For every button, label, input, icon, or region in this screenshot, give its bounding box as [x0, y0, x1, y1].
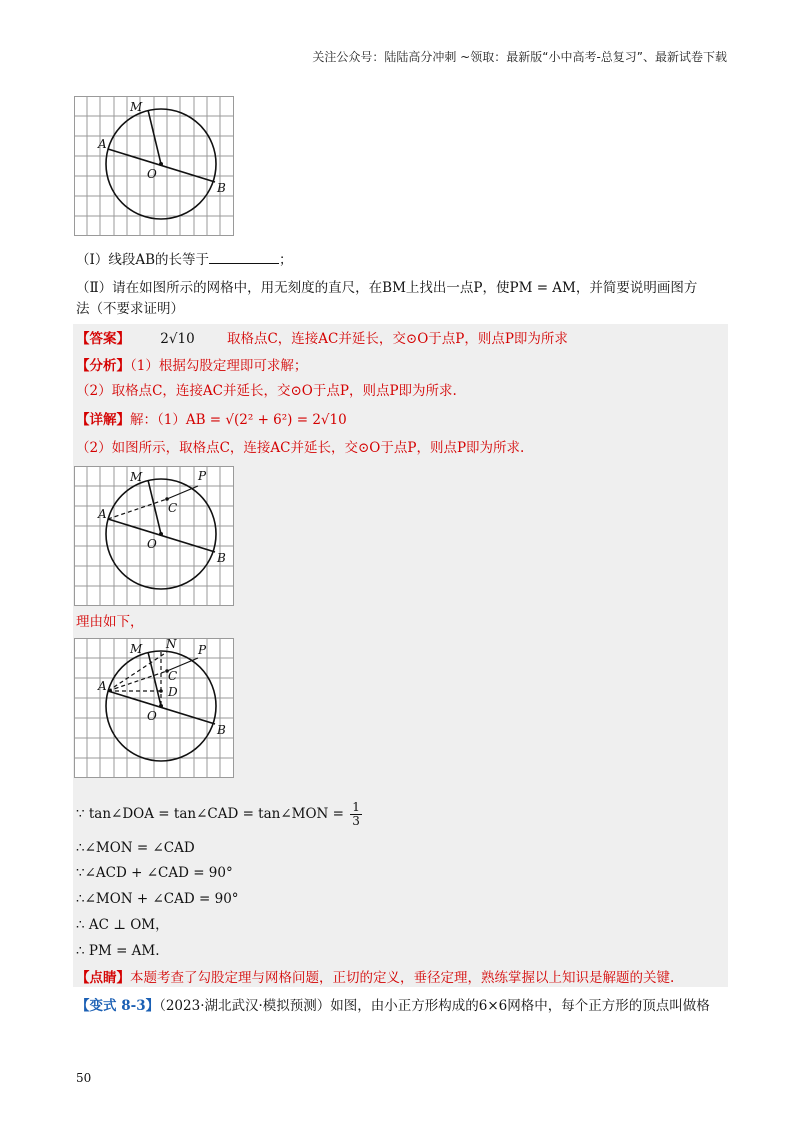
detail-line-1: 【详解】解：（1）AB = √(2² + 6²) = 2√10	[76, 412, 347, 428]
figure-3-grid-circle	[74, 638, 234, 778]
question-2-line-1: （Ⅱ）请在如图所示的网格中，用无刻度的直尺，在BM上找出一点P，使PM = AM，并简要说明画图方	[76, 280, 698, 296]
label-M: M	[130, 100, 143, 114]
question-1: （Ⅰ）线段AB的长等于 ；	[76, 252, 293, 268]
label-O: O	[147, 709, 157, 723]
detail-line-2: （2）如图所示，取格点C，连接AC并延长，交⊙O于点P，则点P即为所求.	[76, 440, 525, 456]
proof-line-4: ∴∠MON + ∠CAD = 90°	[76, 891, 239, 907]
label-A: A	[98, 507, 107, 521]
proof-line-6: ∴ PM = AM.	[76, 943, 160, 959]
label-A: A	[98, 679, 107, 693]
label-M: M	[130, 470, 143, 484]
answer-line: 【答案】 2√10 取格点C，连接AC并延长，交⊙O于点P，则点P即为所求	[76, 331, 568, 347]
label-P: P	[198, 469, 207, 483]
label-O: O	[147, 167, 157, 181]
proof-line-5: ∴ AC ⊥ OM，	[76, 917, 169, 933]
label-N: N	[166, 638, 177, 651]
proof-line-3: ∵∠ACD + ∠CAD = 90°	[76, 865, 233, 881]
question-2-line-2: 法（不要求证明）	[76, 301, 184, 317]
next-problem-line: 【变式 8-3】（2023·湖北武汉·模拟预测）如图，由小正方形构成的6×6网格中，每个正方形的顶点叫做格	[76, 998, 710, 1014]
label-B: B	[217, 551, 226, 565]
page-header: 关注公众号：陆陆高分冲刺 ~领取：最新版“小中高考-总复习”、最新试卷下载	[312, 50, 727, 64]
label-A: A	[98, 137, 107, 151]
fraction-one-third: $\frac{1}{3}$	[352, 800, 360, 828]
analysis-line-2: （2）取格点C，连接AC并延长，交⊙O于点P，则点P即为所求.	[76, 383, 457, 399]
proof-line-2: ∴∠MON = ∠CAD	[76, 840, 195, 856]
label-C: C	[168, 669, 178, 683]
label-M: M	[130, 642, 143, 656]
proof-line-1: ∵ tan∠DOA = tan∠CAD = tan∠MON = $\frac{1}{3}$	[76, 800, 360, 828]
label-C: C	[168, 501, 178, 515]
analysis-line-1: 【分析】（1）根据勾股定理即可求解；	[76, 358, 308, 374]
reason-line: 理由如下，	[76, 614, 144, 630]
label-D: D	[168, 685, 178, 699]
comment-line: 【点睛】本题考查了勾股定理与网格问题，正切的定义，垂径定理，熟练掌握以上知识是解题的关键.	[76, 970, 675, 986]
label-B: B	[217, 723, 226, 737]
label-O: O	[147, 537, 157, 551]
page-number: 50	[76, 1071, 92, 1085]
label-B: B	[217, 181, 226, 195]
label-P: P	[198, 643, 207, 657]
answer-blank	[209, 251, 279, 264]
figure-1-grid-circle	[74, 96, 234, 236]
figure-2-grid-circle	[74, 466, 234, 606]
